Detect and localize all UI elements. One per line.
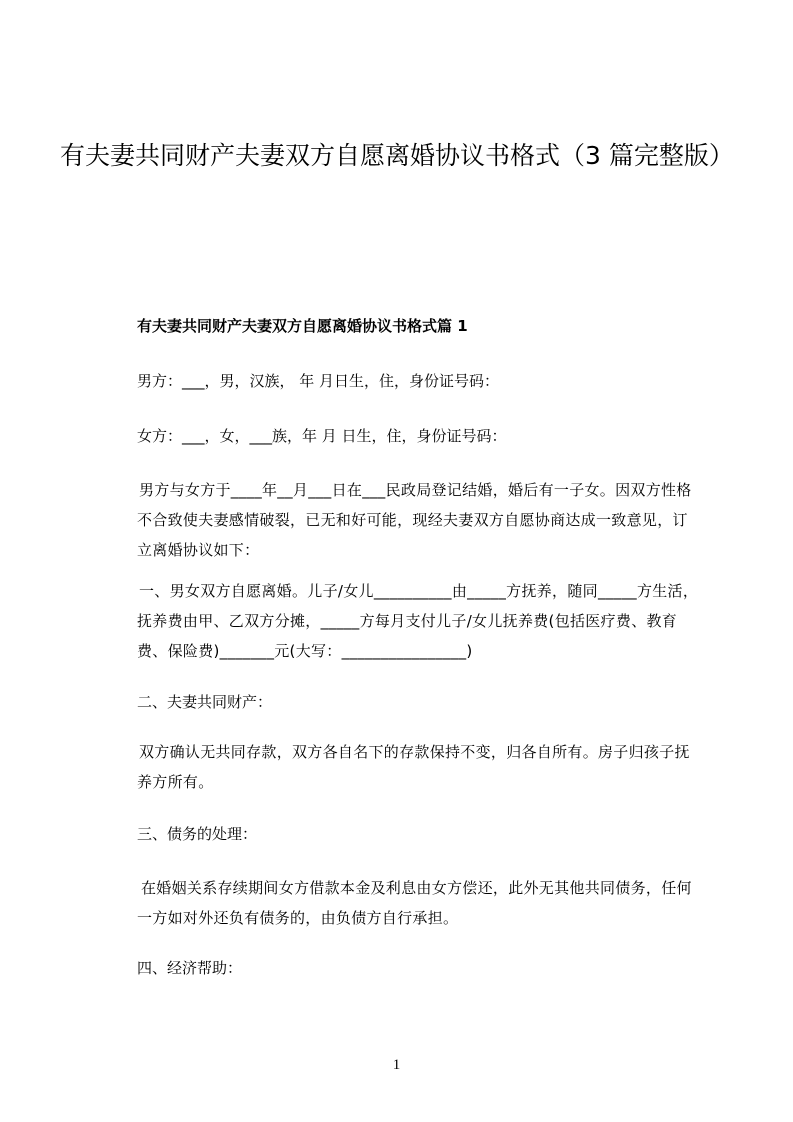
clause-2-paragraph: 双方确认无共同存款，双方各自名下的存款保持不变，归各自所有。房子归孩子抚养方所有。 [137, 743, 690, 791]
intro-paragraph: 男方与女方于____年__月___日在___民政局登记结婚，婚后有一子女。因双方性格不合致使夫妻感情破裂，已无和好可能，现经夫妻双方自愿协商达成一致意见，订立离婚协议如下： [137, 481, 692, 559]
clause-4-heading: 四、经济帮助： [137, 959, 243, 977]
document-title: 有夫妻共同财产夫妻双方自愿离婚协议书格式（3 篇完整版） [60, 141, 734, 170]
male-party-line: 男方：___，男，汉族， 年 月日生，住，身份证号码： [137, 372, 500, 390]
female-party-line: 女方：___，女，___族，年 月 日生，住，身份证号码： [137, 427, 507, 445]
clause-3-heading: 三、债务的处理： [137, 825, 258, 843]
page-number: 1 [392, 1057, 401, 1073]
clause-2-heading: 二、夫妻共同财产： [137, 693, 273, 711]
clause-1-paragraph: 一、男女双方自愿离婚。儿子/女儿__________由_____方抚养，随同_____方生活，抚养费由甲、乙双方分摊，_____方每月支付儿子/女儿抚养费(包括医疗费、教育费、保险费)_______元(大写：________________) [137, 582, 699, 660]
clause-3-paragraph: 在婚姻关系存续期间女方借款本金及利息由女方偿还，此外无其他共同债务，任何一方如对外还负有债务的，由负债方自行承担。 [137, 879, 692, 927]
section-heading: 有夫妻共同财产夫妻双方自愿离婚协议书格式篇 1 [137, 317, 468, 335]
